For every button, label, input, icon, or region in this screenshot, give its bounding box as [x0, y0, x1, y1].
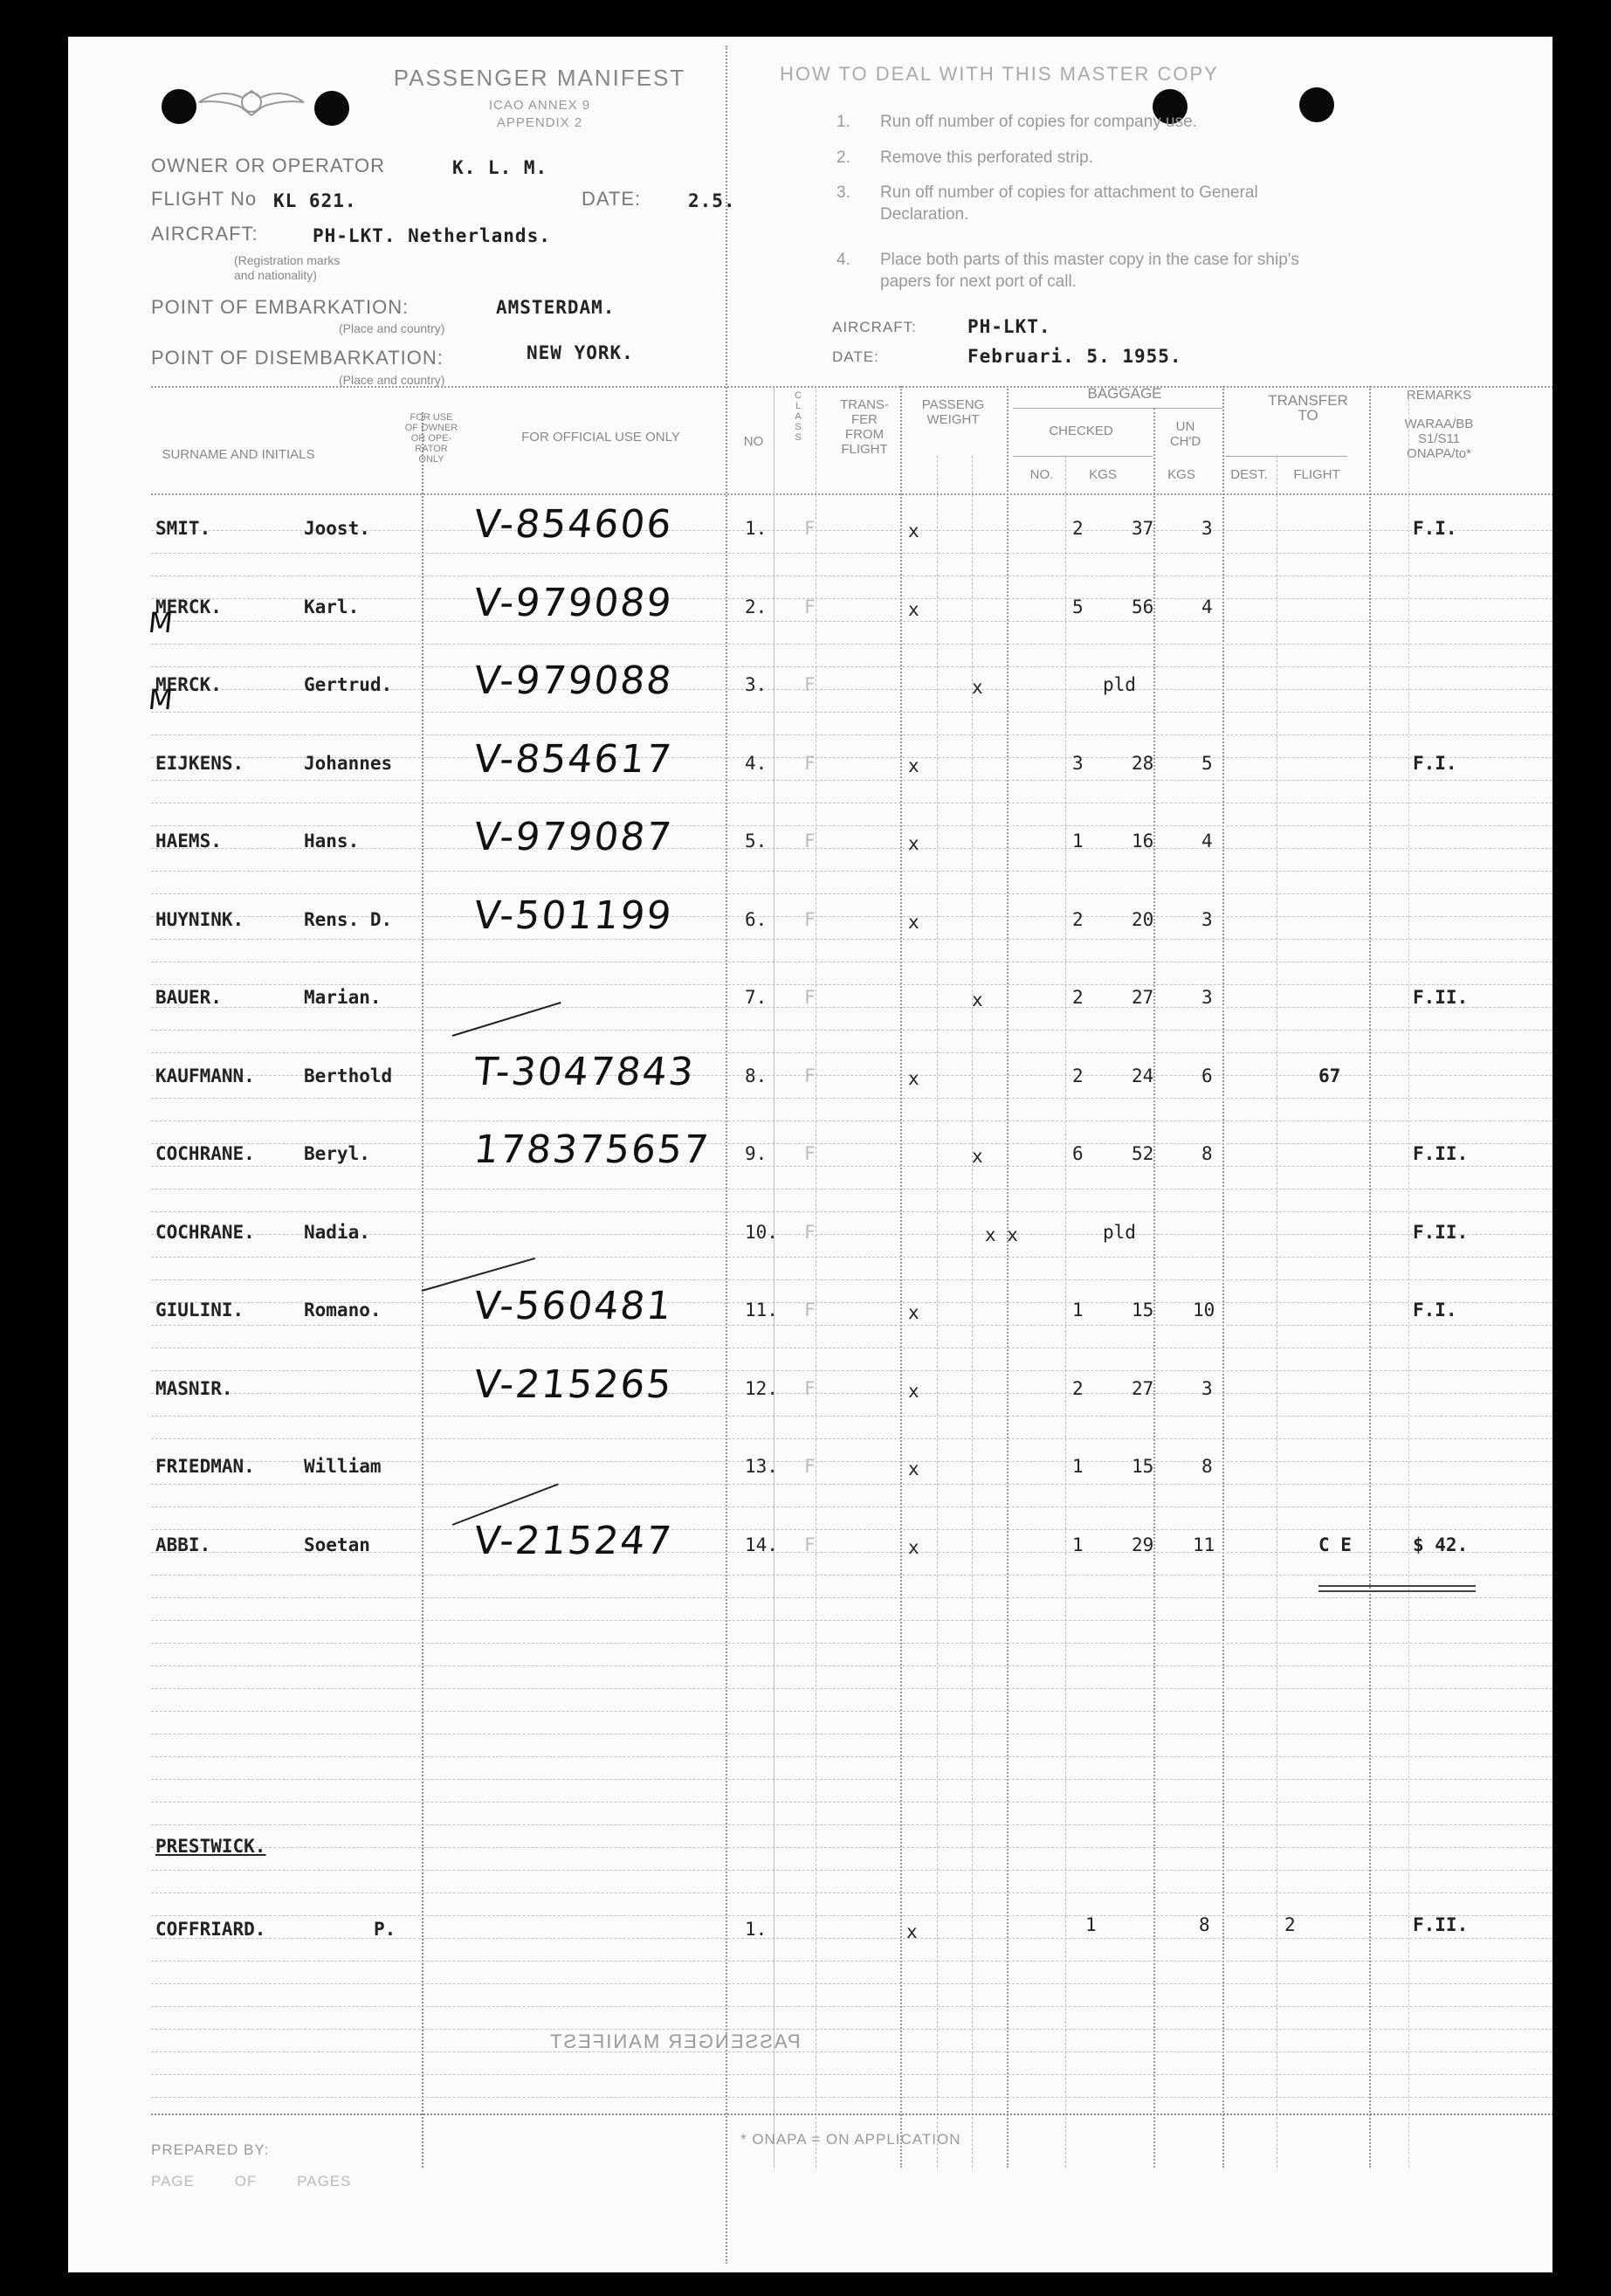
official-number: V-501199 [472, 893, 676, 938]
passenger-remarks: F.I. [1413, 1300, 1457, 1320]
checked-bag-count: 2 [1072, 908, 1084, 930]
checked-bag-count: 1 [1072, 831, 1084, 852]
unchecked-kgs: 8 [1201, 1456, 1213, 1477]
checked-bag-kgs: 28 [1132, 752, 1154, 774]
row-rule [151, 1166, 1552, 1167]
row-rule [151, 1438, 1552, 1439]
passenger-class: F [804, 674, 816, 695]
weight-mark: x [972, 1146, 983, 1167]
passenger-class: F [804, 752, 816, 774]
official-number: V-215265 [472, 1362, 676, 1407]
prestwick-bag-kgs: 8 [1199, 1914, 1210, 1935]
checked-bag-kgs: 27 [1132, 987, 1154, 1008]
passenger-class: F [804, 518, 816, 539]
row-rule [151, 825, 1552, 826]
registration-note-2: and nationality) [234, 268, 317, 282]
col-checked-no: NO. [1029, 467, 1054, 482]
official-number: V-979088 [472, 658, 676, 703]
col-line-9 [1153, 408, 1155, 2168]
col-line-12 [1369, 386, 1371, 2168]
row-rule [151, 2051, 1552, 2052]
row-rule [151, 1211, 1552, 1212]
col-line-2 [774, 386, 775, 2168]
passenger-remarks: F.I. [1413, 518, 1457, 539]
col-official: FOR OFFICIAL USE ONLY [521, 430, 680, 445]
checked-bag-count: 2 [1072, 1065, 1084, 1086]
row-rule [151, 1756, 1552, 1757]
checked-subrule [1013, 456, 1153, 457]
unchecked-kgs: 4 [1201, 831, 1213, 852]
checked-bag-count: 3 [1072, 752, 1084, 774]
passenger-class: F [804, 1300, 816, 1320]
embarkation-label: POINT OF EMBARKATION: [151, 296, 410, 318]
col-unchecked-kgs: KGS [1167, 467, 1195, 482]
instr-aircraft-value: PH-LKT. [967, 316, 1051, 337]
row-rule [151, 893, 1552, 894]
row-rule [151, 734, 1552, 735]
passenger-remarks: F.II. [1413, 1143, 1469, 1164]
transfer-to-flight: C E [1318, 1534, 1352, 1555]
checked-bag-count: 1 [1072, 1456, 1084, 1477]
remarks-double-underline [1318, 1585, 1476, 1592]
passenger-initials: Marian. [304, 987, 382, 1008]
weight-mark: x [908, 521, 919, 541]
merck-annotation-1: M [147, 606, 176, 639]
perforation-line [726, 45, 727, 2264]
instruction-text: Run off number of copies for company use. [880, 113, 1197, 131]
appendix: APPENDIX 2 [496, 115, 583, 130]
official-number: 178375657 [472, 1127, 713, 1172]
row-rule [151, 1938, 1552, 1939]
prestwick-initials: P. [374, 1919, 396, 1940]
row-rule [151, 2097, 1552, 2098]
passenger-initials: Hans. [304, 831, 360, 852]
passenger-initials: Gertrud. [304, 674, 393, 695]
owner-label: OWNER OR OPERATOR [151, 155, 385, 176]
row-rule [151, 1257, 1552, 1258]
row-rule [151, 2029, 1552, 2030]
passenger-surname: HUYNINK. [155, 908, 244, 930]
passenger-no: 3. [745, 674, 768, 695]
official-number: V-560481 [472, 1284, 676, 1328]
official-number: V-979087 [472, 815, 676, 859]
instruction-text: papers for next port of call. [880, 272, 1077, 291]
weight-mark: x [972, 989, 983, 1010]
checked-bag-kgs: pld [1103, 674, 1136, 695]
row-rule [151, 1120, 1552, 1121]
row-rule [151, 1597, 1552, 1598]
passenger-surname: COCHRANE. [155, 1221, 255, 1243]
instruction-text: Place both parts of this master copy in the case for ship's [880, 251, 1299, 269]
row-rule [151, 1279, 1552, 1280]
passenger-class: F [804, 596, 816, 617]
row-rule [151, 1416, 1552, 1417]
col-surname: SURNAME AND INITIALS [162, 447, 315, 462]
row-rule [151, 1030, 1552, 1031]
checked-bag-count: 5 [1072, 596, 1084, 617]
row-rule [151, 780, 1552, 781]
unchecked-kgs: 10 [1193, 1300, 1215, 1320]
checked-bag-count: 1 [1072, 1300, 1084, 1320]
passenger-no: 12. [745, 1377, 778, 1399]
col-line-5 [937, 456, 938, 2168]
checked-bag-kgs: pld [1103, 1221, 1136, 1243]
col-flight: FLIGHT [1293, 467, 1340, 482]
date-value: 2.5. [688, 190, 736, 211]
weight-mark: x [908, 1067, 919, 1089]
passenger-initials: Soetan [304, 1534, 370, 1555]
passenger-surname: BAUER. [155, 987, 222, 1008]
row-rule [151, 666, 1552, 667]
col-transfer-to: TRANSFER TO [1268, 392, 1348, 424]
official-number: T-3047843 [472, 1049, 698, 1094]
col-no: NO [743, 434, 764, 449]
passenger-initials: Karl. [304, 596, 360, 617]
col-passenger-weight: PASSENG WEIGHT [921, 397, 985, 427]
manifest-title: PASSENGER MANIFEST [393, 65, 686, 91]
passenger-surname: COCHRANE. [155, 1143, 255, 1164]
row-rule [151, 939, 1552, 940]
punch-hole-right-2 [1299, 87, 1334, 122]
weight-mark: x [908, 1302, 919, 1323]
passenger-class: F [804, 1456, 816, 1477]
row-rule [151, 553, 1552, 554]
prestwick-heading: PRESTWICK. [155, 1836, 266, 1857]
checked-bag-kgs: 24 [1132, 1065, 1154, 1086]
table-top-rule [151, 386, 1552, 388]
unchecked-kgs: 3 [1201, 518, 1213, 539]
row-rule [151, 1098, 1552, 1099]
passenger-no: 1. [745, 518, 768, 539]
col-remarks: REMARKS [1406, 388, 1472, 403]
row-rule [151, 1484, 1552, 1485]
onapa-note: * ONAPA = ON APPLICATION [740, 2131, 961, 2148]
checked-bag-kgs: 15 [1132, 1300, 1154, 1320]
unchecked-kgs: 3 [1201, 908, 1213, 930]
weight-mark: x [908, 1536, 919, 1558]
col-line-7 [1007, 386, 1009, 2168]
weight-mark: x [908, 833, 919, 854]
row-rule [151, 644, 1552, 645]
col-remarks-sub: WARAA/BB S1/S11 ONAPA/to* [1404, 417, 1474, 461]
passenger-surname: FRIEDMAN. [155, 1456, 255, 1477]
row-rule [151, 598, 1552, 599]
checked-bag-count: 1 [1072, 1534, 1084, 1555]
passenger-remarks: F.II. [1413, 1221, 1469, 1243]
row-rule [151, 712, 1552, 713]
icao-annex: ICAO ANNEX 9 [488, 98, 591, 113]
instruction-number: 2. [836, 148, 850, 167]
passenger-initials: Rens. D. [304, 908, 393, 930]
passenger-surname: ABBI. [155, 1534, 211, 1555]
checked-bag-kgs: 52 [1132, 1143, 1154, 1164]
row-rule [151, 1370, 1552, 1371]
row-rule [151, 984, 1552, 985]
checked-bag-count: 6 [1072, 1143, 1084, 1164]
unchecked-kgs: 4 [1201, 596, 1213, 617]
passenger-no: 5. [745, 831, 768, 852]
row-rule [151, 1915, 1552, 1916]
prestwick-surname: COFFRIARD. [155, 1919, 266, 1940]
row-rule [151, 1393, 1552, 1394]
checked-bag-kgs: 56 [1132, 596, 1154, 617]
unchecked-kgs: 3 [1201, 987, 1213, 1008]
passenger-class: F [804, 908, 816, 930]
passenger-surname: HAEMS. [155, 831, 222, 852]
baggage-subrule [1013, 408, 1222, 409]
passenger-remarks: $ 42. [1413, 1534, 1469, 1555]
passenger-initials: William [304, 1456, 382, 1477]
passenger-initials: Romano. [304, 1300, 382, 1320]
passenger-class: F [804, 1221, 816, 1243]
passenger-surname: KAUFMANN. [155, 1065, 255, 1086]
checked-bag-count: 2 [1072, 987, 1084, 1008]
col-dest: DEST. [1230, 467, 1268, 482]
passenger-initials: Beryl. [304, 1143, 370, 1164]
merck-annotation-2: M [147, 683, 176, 716]
aircraft-value: PH-LKT. Netherlands. [313, 225, 551, 246]
passenger-surname: MERCK. [155, 596, 222, 617]
weight-mark: x [908, 1458, 919, 1479]
col-line-4 [900, 386, 902, 2168]
weight-mark: x x [985, 1224, 1018, 1245]
mirrored-title: PASSENGER MANIFEST [548, 2031, 801, 2052]
col-line-10 [1222, 386, 1224, 2168]
passenger-initials: Joost. [304, 518, 370, 539]
checked-bag-count: 2 [1072, 1377, 1084, 1399]
embarkation-note: (Place and country) [339, 321, 445, 335]
passenger-surname: EIJKENS. [155, 752, 244, 774]
prestwick-unchecked: 2 [1284, 1914, 1296, 1935]
row-rule [151, 1052, 1552, 1053]
row-rule [151, 1711, 1552, 1712]
checked-bag-kgs: 15 [1132, 1456, 1154, 1477]
bottom-rule [151, 2113, 1552, 2115]
checked-bag-kgs: 27 [1132, 1377, 1154, 1399]
checked-bag-kgs: 20 [1132, 908, 1154, 930]
passenger-remarks: F.II. [1413, 987, 1469, 1008]
row-rule [151, 2006, 1552, 2007]
instruction-text: Remove this perforated strip. [880, 148, 1093, 167]
row-rule [151, 2074, 1552, 2075]
table-header-rule [151, 493, 1552, 495]
prestwick-weight-mark: x [906, 1921, 918, 1942]
row-rule [151, 1529, 1552, 1530]
registration-note-1: (Registration marks [234, 253, 341, 267]
disembarkation-note: (Place and country) [339, 373, 445, 387]
page-line: PAGE OF PAGES [151, 2173, 352, 2189]
row-rule [151, 1779, 1552, 1780]
col-line-6 [972, 456, 973, 2168]
checked-bag-kgs: 29 [1132, 1534, 1154, 1555]
unchecked-kgs: 3 [1201, 1377, 1213, 1399]
col-checked: CHECKED [1049, 424, 1113, 438]
passenger-class: F [804, 1143, 816, 1164]
flight-value: KL 621. [273, 190, 357, 211]
instruction-text: Declaration. [880, 205, 969, 224]
transfer-subrule [1225, 456, 1347, 457]
disembarkation-value: NEW YORK. [527, 342, 634, 363]
weight-mark: x [908, 911, 919, 933]
row-rule [151, 1983, 1552, 1984]
col-checked-kgs: KGS [1089, 467, 1117, 482]
passenger-no: 4. [745, 752, 768, 774]
passenger-initials: Berthold [304, 1065, 393, 1086]
row-rule [151, 1620, 1552, 1621]
passenger-initials: Johannes [304, 752, 393, 774]
col-line-8 [1065, 456, 1066, 2168]
punch-hole-left-2 [314, 91, 349, 126]
transfer-to-flight: 67 [1318, 1065, 1341, 1086]
passenger-no: 14. [745, 1534, 778, 1555]
passenger-no: 2. [745, 596, 768, 617]
official-number: V-215247 [472, 1518, 676, 1563]
col-line-13 [1408, 386, 1409, 2168]
passenger-initials: Nadia. [304, 1221, 370, 1243]
row-rule [151, 848, 1552, 849]
instruction-text: Run off number of copies for attachment to General [880, 183, 1258, 202]
checked-bag-kgs: 16 [1132, 831, 1154, 852]
official-number: V-979089 [472, 580, 676, 625]
row-rule [151, 1688, 1552, 1689]
row-rule [151, 1325, 1552, 1326]
passenger-class: F [804, 831, 816, 852]
official-number: V-854617 [472, 736, 676, 782]
passenger-no: 7. [745, 987, 768, 1008]
official-number: V-854606 [472, 502, 676, 547]
col-for-use: FOR USE OF OWNER OR OPE-RATOR ONLY [404, 412, 458, 465]
prestwick-no: 1. [745, 1919, 768, 1940]
prestwick-remarks: F.II. [1413, 1914, 1469, 1935]
manifest-sheet [68, 37, 1552, 2272]
passenger-surname: GIULINI. [155, 1300, 244, 1320]
unchecked-kgs: 5 [1201, 752, 1213, 774]
owner-value: K. L. M. [452, 157, 548, 178]
passenger-no: 13. [745, 1456, 778, 1477]
airline-logo-icon [195, 80, 308, 124]
weight-mark: x [908, 598, 919, 620]
row-rule [151, 1870, 1552, 1871]
instr-date-label: DATE: [832, 348, 879, 365]
embarkation-value: AMSTERDAM. [496, 297, 616, 318]
instruction-number: 3. [836, 183, 850, 202]
col-class: CLASS [795, 390, 802, 443]
passenger-class: F [804, 1534, 816, 1555]
row-rule [151, 871, 1552, 872]
flight-label: FLIGHT No [151, 188, 258, 210]
checked-bag-count: 2 [1072, 518, 1084, 539]
disembarkation-label: POINT OF DISEMBARKATION: [151, 347, 444, 369]
prepared-by-label: PREPARED BY: [151, 2141, 270, 2158]
passenger-surname: MERCK. [155, 674, 222, 695]
date-label: DATE: [582, 188, 642, 210]
punch-hole-left-1 [162, 89, 196, 124]
row-rule [151, 621, 1552, 622]
passenger-no: 9. [745, 1143, 768, 1164]
passenger-no: 8. [745, 1065, 768, 1086]
instruction-number: 1. [836, 113, 850, 131]
passenger-surname: MASNIR. [155, 1377, 233, 1399]
passenger-no: 10. [745, 1221, 778, 1243]
unchecked-kgs: 6 [1201, 1065, 1213, 1086]
col-transfer-from: TRANS-FER FROM FLIGHT [840, 397, 889, 457]
row-rule [151, 1802, 1552, 1803]
col-baggage: BAGGAGE [1087, 385, 1162, 402]
instruction-number: 4. [836, 251, 850, 269]
passenger-no: 11. [745, 1300, 778, 1320]
passenger-class: F [804, 1377, 816, 1399]
passenger-surname: SMIT. [155, 518, 211, 539]
row-rule [151, 1847, 1552, 1848]
unchecked-kgs: 8 [1201, 1143, 1213, 1164]
aircraft-label: AIRCRAFT: [151, 223, 258, 245]
passenger-class: F [804, 1065, 816, 1086]
passenger-remarks: F.I. [1413, 752, 1457, 774]
row-rule [151, 1961, 1552, 1962]
row-rule [151, 1824, 1552, 1825]
prestwick-bag-no: 1 [1085, 1914, 1097, 1935]
instr-date-value: Februari. 5. 1955. [967, 346, 1182, 367]
col-unchecked: UN CH'D [1169, 419, 1201, 449]
checked-bag-kgs: 37 [1132, 518, 1154, 539]
weight-mark: x [908, 1380, 919, 1402]
row-rule [151, 1665, 1552, 1666]
passenger-no: 6. [745, 908, 768, 930]
weight-mark: x [972, 677, 983, 698]
unchecked-kgs: 11 [1193, 1534, 1215, 1555]
row-rule [151, 1643, 1552, 1644]
instructions-title: HOW TO DEAL WITH THIS MASTER COPY [780, 63, 1219, 85]
passenger-class: F [804, 987, 816, 1008]
weight-mark: x [908, 755, 919, 776]
instr-aircraft-label: AIRCRAFT: [832, 319, 917, 335]
